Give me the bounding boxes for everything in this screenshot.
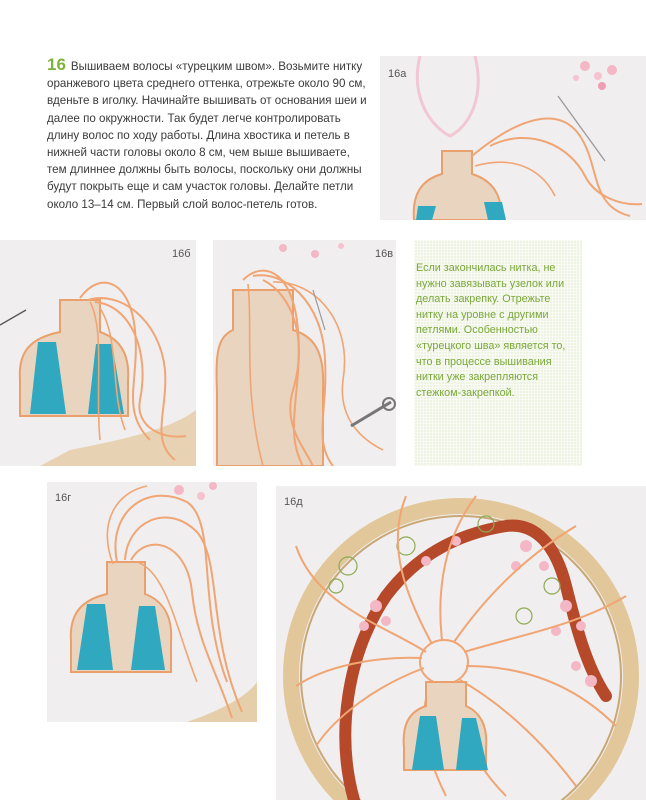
tip-box [414, 240, 582, 466]
photo-16v-label: 16в [375, 248, 394, 260]
photo-16b-illustration [0, 240, 196, 466]
photo-16a-label: 16а [388, 68, 407, 80]
photo-16a [380, 56, 646, 220]
photo-16d-illustration [276, 486, 646, 800]
photo-16g-label: 16г [55, 492, 72, 504]
tip-text: Если закончилась нитка, не нужно завязывать узелок или делать закрепку. Отрежьте нитку на уровне с другими петлями. Особенностью «турецкого шва» является то, что в процессе вышивания нитки уже закрепляются стежком-закрепкой. [416, 262, 566, 399]
photo-16v [213, 240, 396, 466]
photo-16b-label: 16б [172, 248, 191, 260]
step-text: Вышиваем волосы «турецким швом». Возьмите нитку оранжевого цвета среднего оттенка, отрежьте около 90 см, вденьте в иголку. Начинайте вышивать от основания шеи и далее по окружности. Так будет легче контролировать длину волос по ходу работы. Длина хвостика и петель в нижней части головы около 8 см, чем выше вышиваете, тем длиннее должны быть волосы, поскольку они должны будут покрыть еще и сам участок головы. Делайте петли около 13–14 см. Первый слой волос-петель готов. [47, 60, 367, 211]
photo-16g-illustration [47, 482, 257, 722]
photo-16g [47, 482, 257, 722]
photo-16d-label: 16д [284, 496, 303, 508]
step-paragraph [47, 56, 369, 213]
photo-16b [0, 240, 196, 466]
photo-16a-illustration [380, 56, 646, 220]
step-number: 16 [47, 55, 66, 74]
photo-16v-illustration [213, 240, 396, 466]
photo-16d [276, 486, 646, 800]
